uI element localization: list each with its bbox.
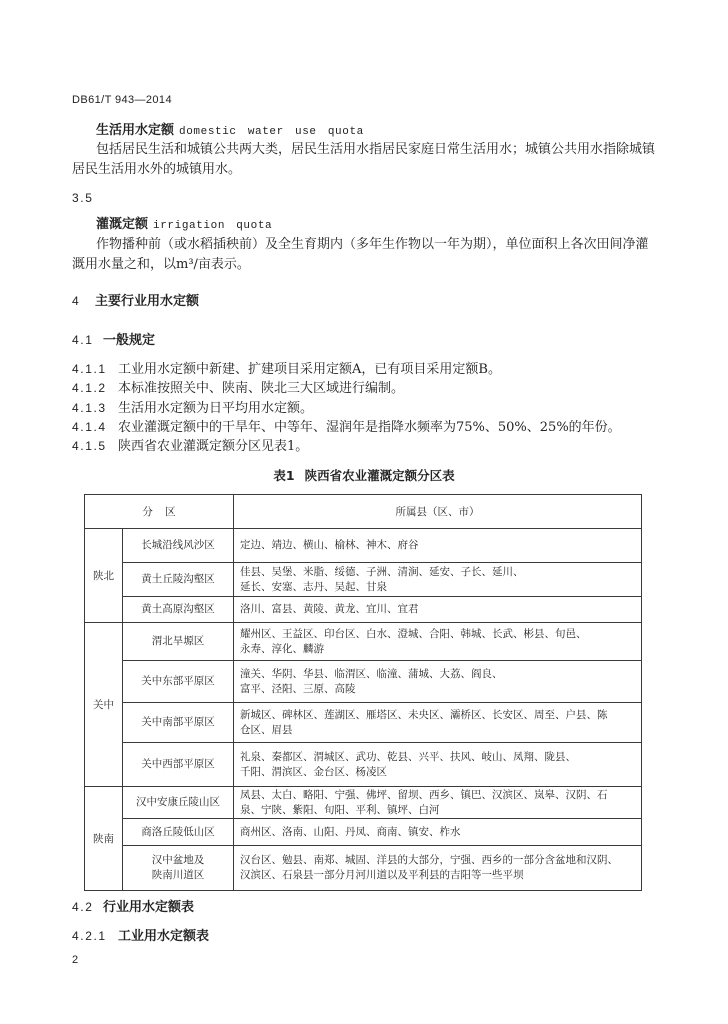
counties-cell	[234, 743, 642, 787]
zone-label: 汉中盆地及	[151, 854, 205, 866]
counties-cell	[234, 661, 642, 703]
header-zone-label: 分 区	[142, 506, 176, 518]
term-domestic-water-definition	[72, 140, 655, 180]
counties-line: 仓区、眉县	[240, 723, 293, 736]
counties-cell	[234, 787, 642, 819]
counties-line: 耀州区、王益区、印台区、白水、澄城、合阳、韩城、长武、彬县、旬邑、	[240, 627, 587, 640]
clause-text: 本标准按照关中、陕南、陕北三大区域进行编制。	[118, 381, 405, 397]
zone-cell	[123, 819, 234, 846]
table-row	[85, 597, 642, 623]
term-irrigation-title	[96, 217, 272, 234]
counties-cell	[234, 623, 642, 661]
region-label: 陕北	[93, 570, 114, 582]
table-row	[85, 819, 642, 846]
table-row	[85, 787, 642, 819]
zone-cell	[123, 703, 234, 743]
clause-text: 农业灌溉定额中的干旱年、中等年、湿润年是指降水频率为75%、50%、25%的年份。	[118, 419, 621, 435]
chapter-title: 主要行业用水定额	[95, 294, 200, 309]
zone-label: 黄土高原沟壑区	[141, 603, 215, 615]
zone-label: 商洛丘陵低山区	[141, 825, 215, 838]
clause-number: 3.5	[72, 191, 94, 205]
section-heading	[72, 899, 194, 916]
table-header-row	[85, 495, 642, 529]
clause-number: 4.1.1	[72, 362, 107, 376]
region-cell-shaannan	[85, 787, 123, 891]
counties-line: 凤县、太白、略阳、宁强、佛坪、留坝、西乡、镇巴、汉滨区、岚皋、汉阴、石	[240, 788, 608, 801]
clause-text: 工业用水定额中新建、扩建项目采用定额A，已有项目采用定额B。	[118, 362, 501, 377]
table-row	[85, 563, 642, 597]
section-number: 4.1	[72, 333, 94, 347]
counties-line: 永寿、淳化、麟游	[240, 642, 324, 655]
clause-item	[72, 379, 621, 398]
definition-line: 溉用水量之和，以m³/亩表示。	[72, 257, 250, 272]
section-title: 一般规定	[103, 333, 156, 348]
table-title: 陕西省农业灌溉定额分区表	[304, 468, 455, 483]
counties-line: 商州区、洛南、山阳、丹凤、商南、镇安、柞水	[240, 825, 461, 838]
counties-line: 礼泉、秦都区、渭城区、武功、乾县、兴平、扶风、岐山、凤翔、陇县、	[240, 750, 576, 763]
counties-line: 泉、宁陕、紫阳、旬阳、平利、镇坪、白河	[240, 803, 440, 816]
counties-line: 洛川、富县、黄陵、黄龙、宜川、宜君	[240, 603, 419, 615]
definition-line: 作物播种前（或水稻插秧前）及全生育期内（多年生作物以一年为期），单位面积上各次田间净灌	[96, 237, 649, 252]
term-name-en: domestic water use quota	[179, 126, 364, 138]
header-counties-label: 所属县（区、市）	[395, 506, 480, 518]
counties-line: 定边、靖边、横山、榆林、神木、府谷	[240, 539, 419, 551]
section-title: 行业用水定额表	[103, 900, 195, 915]
term-name-en: irrigation quota	[153, 220, 273, 232]
zone-label: 关中西部平原区	[141, 758, 215, 770]
zone-cell	[123, 743, 234, 787]
subsection-heading	[72, 928, 209, 945]
clause-number: 4.1.2	[72, 381, 107, 396]
counties-line: 汉滨区、石泉县一部分月河川道以及平利县的吉阳等一些平坝	[240, 869, 524, 881]
zone-cell	[123, 597, 234, 623]
counties-cell	[234, 703, 642, 743]
clause-item	[72, 399, 621, 418]
term-domestic-water-title	[96, 123, 364, 140]
header-counties-cell	[234, 495, 642, 529]
zone-label: 长城沿线风沙区	[141, 539, 215, 551]
zone-cell	[123, 661, 234, 703]
counties-line: 富平、泾阳、三原、高陵	[240, 682, 356, 695]
zone-cell	[123, 787, 234, 819]
region-label: 陕南	[93, 833, 114, 845]
clause-heading-3-5	[72, 190, 93, 207]
clause-item	[72, 418, 621, 437]
clause-text: 陕西省农业灌溉定额分区见表1。	[118, 439, 309, 455]
zone-label: 陕南川道区	[151, 869, 205, 881]
term-irrigation-definition	[72, 235, 649, 275]
zone-cell	[123, 529, 234, 563]
term-name-cn: 灌溉定额	[96, 217, 149, 232]
zone-label: 关中东部平原区	[141, 675, 215, 687]
table-row	[85, 743, 642, 787]
counties-cell	[234, 819, 642, 846]
counties-line: 新城区、碑林区、莲湖区、雁塔区、未央区、灞桥区、长安区、周至、户县、陈	[240, 708, 608, 721]
chapter-heading	[72, 293, 199, 310]
table-row	[85, 661, 642, 703]
header-zone-cell	[85, 495, 234, 529]
counties-line: 潼关、华阴、华县、临渭区、临潼、蒲城、大荔、阎良、	[240, 667, 503, 680]
term-name-cn: 生活用水定额	[96, 123, 175, 138]
table-row	[85, 529, 642, 563]
table-row	[85, 846, 642, 891]
clause-text: 生活用水定额为日平均用水定额。	[118, 400, 314, 416]
table-caption	[0, 468, 728, 484]
standard-code: DB61/T 943—2014	[72, 94, 172, 106]
counties-line: 千阳、渭滨区、金台区、杨凌区	[240, 765, 387, 778]
counties-cell	[234, 846, 642, 891]
table-row	[85, 623, 642, 661]
definition-line: 居民生活用水外的城镇用水。	[72, 162, 242, 177]
counties-line: 佳县、吴堡、米脂、绥德、子洲、清涧、延安、子长、延川、	[240, 565, 524, 578]
zone-cell	[123, 846, 234, 891]
region-cell-shaanbei	[85, 529, 123, 623]
zone-cell	[123, 563, 234, 597]
table-row	[85, 703, 642, 743]
counties-cell	[234, 529, 642, 563]
subsection-number: 4.2.1	[72, 929, 107, 943]
subsection-title: 工业用水定额表	[118, 929, 210, 944]
region-cell-guanzhong	[85, 623, 123, 787]
clause-number: 4.1.4	[72, 419, 107, 434]
irrigation-zone-table	[84, 494, 642, 891]
definition-line: 包括居民生活和城镇公共两大类，居民生活用水指居民家庭日常生活用水；城镇公共用水指除城镇	[96, 142, 656, 157]
counties-cell	[234, 597, 642, 623]
clause-number: 4.1.3	[72, 400, 107, 415]
zone-label: 关中南部平原区	[141, 716, 215, 728]
region-label: 关中	[93, 699, 114, 711]
page-number: 2	[72, 954, 79, 966]
zone-cell	[123, 623, 234, 661]
section-heading	[72, 332, 155, 349]
zone-label: 汉中安康丘陵山区	[136, 796, 220, 808]
clause-list	[72, 360, 621, 456]
counties-line: 延长、安塞、志丹、吴起、甘泉	[240, 580, 387, 593]
clause-item	[72, 360, 621, 379]
chapter-number: 4	[72, 294, 81, 308]
table-label: 表1	[273, 468, 295, 483]
counties-cell	[234, 563, 642, 597]
section-number: 4.2	[72, 900, 94, 914]
zone-label: 渭北旱塬区	[151, 635, 205, 647]
clause-item	[72, 437, 621, 456]
zone-label: 黄土丘陵沟壑区	[141, 573, 215, 585]
clause-number: 4.1.5	[72, 439, 107, 454]
counties-line: 汉台区、勉县、南郑、城固、洋县的大部分，宁强、西乡的一部分含盆地和汉阴、	[240, 854, 618, 866]
